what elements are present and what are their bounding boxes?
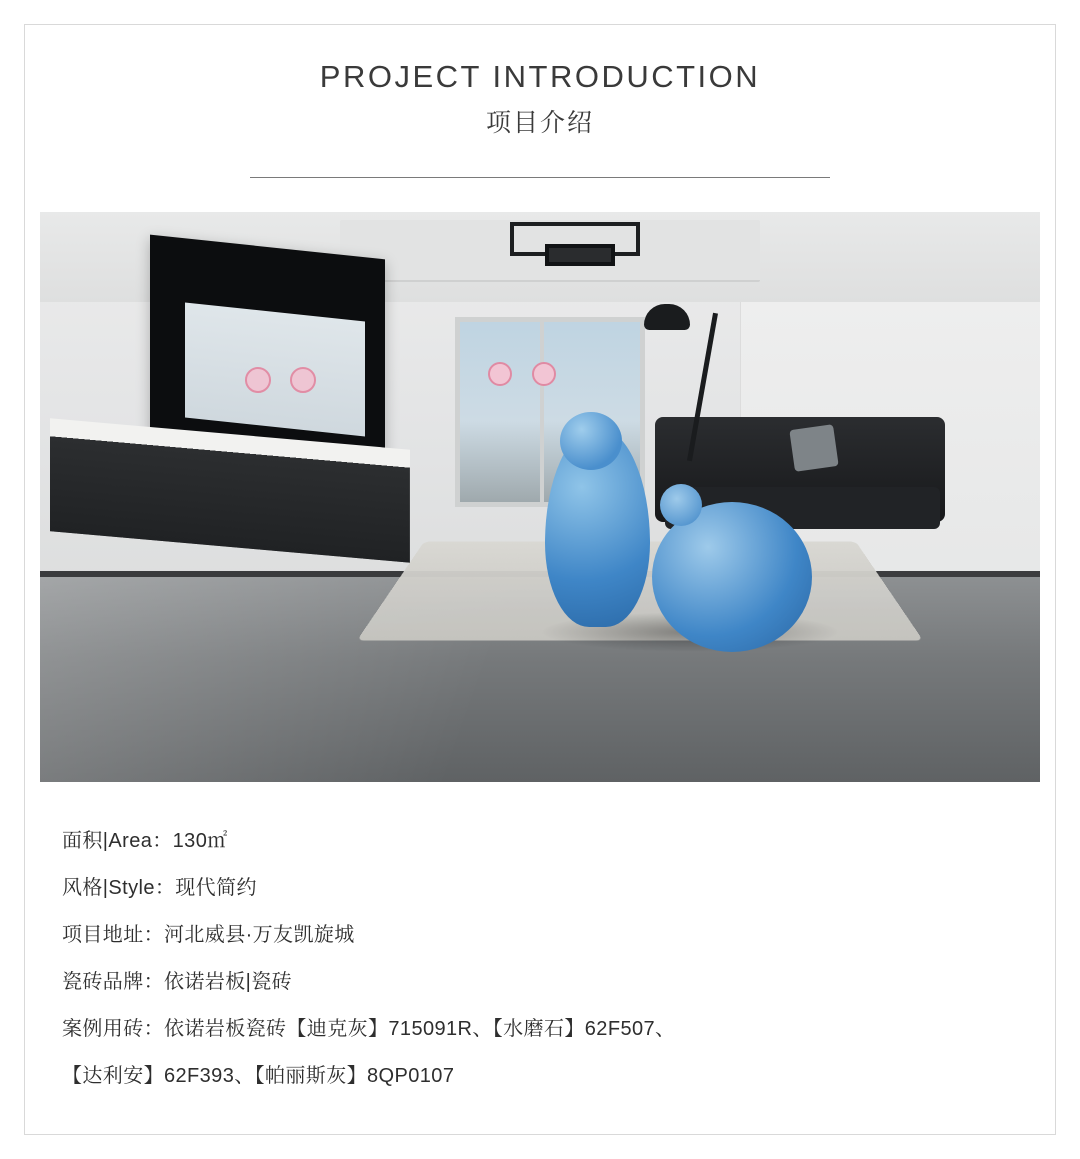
spec-value-brand: 依诺岩板|瓷砖 xyxy=(164,971,292,994)
title-chinese: 项目介绍 xyxy=(485,108,594,137)
spec-row-tiles xyxy=(62,1006,1040,1053)
spec-value-address: 河北威县·万友凯旋城 xyxy=(164,924,355,947)
spec-label-tiles: 案例用砖： xyxy=(62,1018,164,1041)
spec-label-address: 项目地址： xyxy=(62,924,164,947)
blue-sculpture-round-ear xyxy=(660,484,702,526)
interior-photo xyxy=(40,212,1040,782)
pendant-light-inner xyxy=(545,244,615,266)
sofa-cushion xyxy=(789,424,838,472)
spec-row-style xyxy=(62,865,1040,912)
spec-list xyxy=(40,818,1040,1100)
title-divider xyxy=(250,177,830,178)
spec-value-tiles: 依诺岩板瓷砖【迪克灰】715091R、【水磨石】62F507、 xyxy=(164,1018,676,1041)
spec-value-style: 现代简约 xyxy=(175,877,257,900)
spec-row-tiles-continued xyxy=(62,1053,1040,1100)
tv-screen xyxy=(185,303,365,437)
spec-label-brand: 瓷砖品牌： xyxy=(62,971,164,994)
spec-row-address xyxy=(62,912,1040,959)
living-room-scene xyxy=(40,212,1040,782)
spec-label-area: 面积|Area： xyxy=(62,830,173,853)
spec-row-brand xyxy=(62,959,1040,1006)
spec-value-tiles-continued: 【达利安】62F393、【帕丽斯灰】8QP0107 xyxy=(62,1065,455,1088)
spec-value-area: 130㎡ xyxy=(172,830,228,853)
page-title xyxy=(40,0,1040,178)
spec-label-style: 风格|Style： xyxy=(62,877,176,900)
spec-row-area xyxy=(62,818,1040,865)
window-mullion xyxy=(540,317,544,507)
title-english: PROJECT INTRODUCTION xyxy=(319,59,761,94)
blue-sculpture-standing-head xyxy=(560,412,622,470)
